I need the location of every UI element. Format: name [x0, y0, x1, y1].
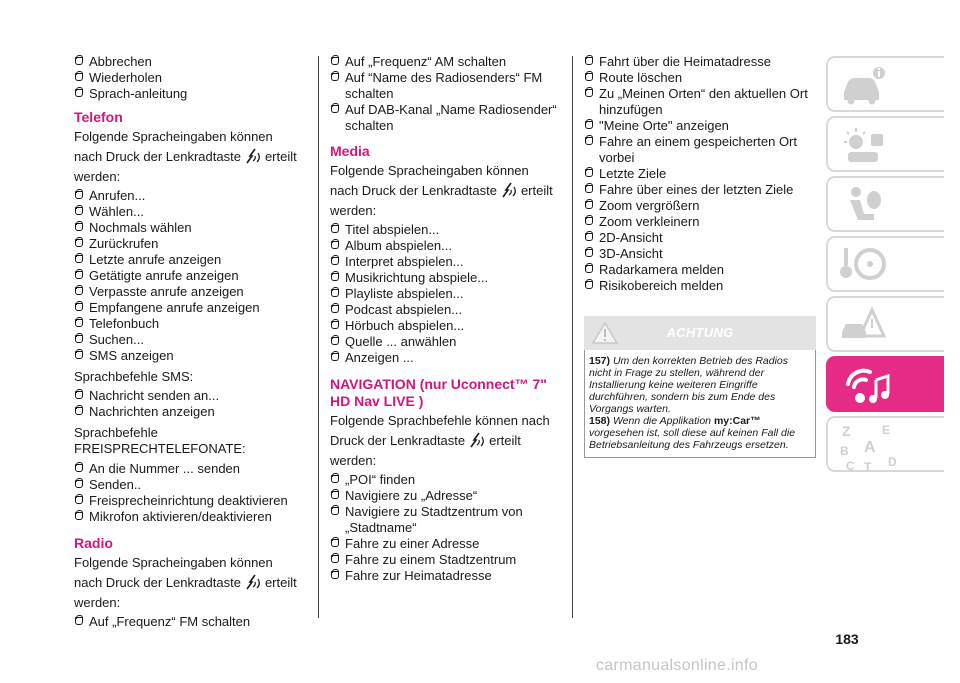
index-icon — [838, 422, 918, 472]
section-heading-telefon: Telefon — [74, 109, 123, 125]
list-item: Navigiere zu „Adresse“ — [330, 488, 562, 504]
warning-title: ACHTUNG — [666, 325, 734, 340]
note-text: Wenn die Applikation — [612, 415, 712, 427]
list-item: Getätigte anrufe anzeigen — [74, 268, 306, 284]
svg-text:C: C — [846, 459, 855, 472]
list-item: Wählen... — [74, 204, 306, 220]
list-item: Fahre zu einer Adresse — [330, 536, 562, 552]
steering-voice-button-icon — [500, 181, 518, 199]
watermark: carmanualsonline.info — [596, 657, 758, 674]
column-divider — [572, 56, 573, 618]
list-item: Quelle ... anwählen — [330, 334, 562, 350]
intro-line: werden: — [74, 169, 121, 184]
intro-line: erteilt — [264, 149, 297, 164]
list-item: Navigiere zu Stadtzentrum von „Stadtname“ — [330, 504, 562, 536]
list-item: Freisprecheinrichtung deaktivieren — [74, 493, 306, 509]
intro-line: erteilt — [520, 183, 553, 198]
section-heading-media: Media — [330, 143, 370, 159]
list-item: Nachricht senden an... — [74, 388, 306, 404]
intro-line: werden: — [330, 203, 377, 218]
intro-line: nach Druck der Lenkradtaste — [74, 575, 241, 590]
intro-line: Folgende Spracheingaben können — [74, 555, 273, 570]
list-item: Letzte anrufe anzeigen — [74, 252, 306, 268]
list-item: Anrufen... — [74, 188, 306, 204]
list-item: Auf “Name des Radiosenders“ FM schalten — [330, 70, 562, 102]
seat-airbag-icon — [838, 182, 888, 228]
tab-car-info[interactable] — [826, 56, 944, 112]
list-item: Zu „Meinen Orten“ den aktuellen Ort hinzufügen — [584, 86, 816, 118]
steering-voice-button-icon — [468, 431, 486, 449]
list-item: Titel abspielen... — [330, 222, 562, 238]
column-2 — [330, 54, 562, 584]
list-item: Sprach-anleitung — [74, 86, 306, 102]
svg-text:B: B — [840, 444, 849, 458]
list-item: Zoom verkleinern — [584, 214, 816, 230]
list-item: Senden.. — [74, 477, 306, 493]
freisprech-label — [74, 425, 306, 457]
list-item: Album abspielen... — [330, 238, 562, 254]
list-item: Risikobereich melden — [584, 278, 816, 294]
intro-line: nach Druck der Lenkradtaste — [74, 149, 241, 164]
list-item: 3D-Ansicht — [584, 246, 816, 262]
list-item: Fahre an einem gespeicherten Ort vorbei — [584, 134, 816, 166]
breakdown-warning-icon — [838, 302, 888, 348]
key-steering-icon — [838, 242, 888, 288]
tab-dashboard-lights[interactable] — [826, 116, 944, 172]
list-item: Fahre über eines der letzten Ziele — [584, 182, 816, 198]
list-item: „POI“ finden — [330, 472, 562, 488]
intro-line: Druck der Lenkradtaste — [330, 433, 466, 448]
steering-voice-button-icon — [244, 573, 262, 591]
note-text: vorgesehen ist, soll diese auf keinen Fall die Betriebsanleitung des Fahrzeugs ersetzen. — [589, 427, 796, 451]
intro-line: nach Druck der Lenkradtaste — [330, 183, 497, 198]
column-divider — [318, 56, 319, 618]
note-text: Um den korrekten Betrieb des Radios nicht in Frage zu stellen, während der Installierung keine weiteren Eingriffe durchführen, sondern bis zum Ende des Vorgangs warten. — [589, 355, 789, 415]
list-item: Radarkamera melden — [584, 262, 816, 278]
intro-line: werden: — [330, 453, 377, 468]
intro-line: erteilt — [489, 433, 521, 448]
heading-line: NAVIGATION (nur Uconnect™ 7" — [330, 376, 547, 392]
list-item: Playliste abspielen... — [330, 286, 562, 302]
list-item: Zoom vergrößern — [584, 198, 816, 214]
intro-line: Folgende Spracheingaben können — [74, 129, 273, 144]
list-item: Zurückrufen — [74, 236, 306, 252]
intro-line: erteilt — [264, 575, 297, 590]
list-item: Route löschen — [584, 70, 816, 86]
section-heading-navigation — [330, 376, 562, 410]
column-1 — [74, 54, 306, 630]
svg-text:E: E — [882, 423, 891, 437]
list-item: SMS anzeigen — [74, 348, 306, 364]
tab-key-steering[interactable] — [826, 236, 944, 292]
heading-line: HD Nav LIVE ) — [330, 393, 424, 409]
list-item: An die Nummer ... senden — [74, 461, 306, 477]
note-number: 157) — [589, 355, 611, 367]
list-item: Suchen... — [74, 332, 306, 348]
list-item: Telefonbuch — [74, 316, 306, 332]
section-heading-radio: Radio — [74, 535, 113, 551]
list-item: Verpasste anrufe anzeigen — [74, 284, 306, 300]
list-item: Nachrichten anzeigen — [74, 404, 306, 420]
warning-text — [584, 350, 816, 458]
list-item: Fahre zur Heimatadresse — [330, 568, 562, 584]
list-item: Fahre zu einem Stadtzentrum — [330, 552, 562, 568]
column-3 — [584, 54, 816, 458]
steering-voice-button-icon — [244, 147, 262, 165]
warning-box — [584, 316, 816, 458]
intro-line: Folgende Sprachbefehle können nach — [330, 413, 550, 428]
list-item: Auf „Frequenz“ FM schalten — [74, 614, 306, 630]
intro-text — [330, 161, 562, 221]
sms-label: Sprachbefehle SMS: — [74, 369, 194, 384]
list-item: Auf DAB-Kanal „Name Radiosender“ schalten — [330, 102, 562, 134]
list-item: "Meine Orte" anzeigen — [584, 118, 816, 134]
list-item: Fahrt über die Heimatadresse — [584, 54, 816, 70]
intro-text — [74, 553, 306, 613]
warning-header — [584, 316, 816, 350]
tab-index[interactable] — [826, 416, 944, 472]
list-item: Letzte Ziele — [584, 166, 816, 182]
label-line: FREISPRECHTELEFONATE: — [74, 441, 246, 456]
note-number: 158) — [589, 415, 611, 427]
intro-text — [330, 411, 562, 471]
list-item: Podcast abspielen... — [330, 302, 562, 318]
list-item: Interpret abspielen... — [330, 254, 562, 270]
tab-seat-airbag[interactable] — [826, 176, 944, 232]
list-item: Anzeigen ... — [330, 350, 562, 366]
label-line: Sprachbefehle — [74, 425, 158, 440]
list-item: 2D-Ansicht — [584, 230, 816, 246]
list-item: Nochmals wählen — [74, 220, 306, 236]
tab-multimedia[interactable] — [826, 356, 944, 412]
multimedia-icon — [838, 362, 898, 412]
list-item: Wiederholen — [74, 70, 306, 86]
chapter-tabs — [826, 56, 944, 476]
page-number: 183 — [835, 631, 859, 647]
intro-line: Folgende Spracheingaben können — [330, 163, 529, 178]
svg-text:A: A — [864, 439, 876, 456]
list-item: Musikrichtung abspiele... — [330, 270, 562, 286]
svg-text:Z: Z — [842, 423, 851, 439]
list-item: Auf „Frequenz“ AM schalten — [330, 54, 562, 70]
svg-text:T: T — [864, 460, 872, 472]
intro-text — [74, 127, 306, 187]
list-item: Empfangene anrufe anzeigen — [74, 300, 306, 316]
intro-line: werden: — [74, 595, 121, 610]
car-info-icon — [838, 62, 888, 108]
tab-breakdown-warning[interactable] — [826, 296, 944, 352]
svg-text:D: D — [888, 455, 897, 469]
app-name: my:Car™ — [713, 415, 761, 427]
list-item: Hörbuch abspielen... — [330, 318, 562, 334]
list-item: Mikrofon aktivieren/deaktivieren — [74, 509, 306, 525]
list-item: Abbrechen — [74, 54, 306, 70]
dashboard-lights-icon — [838, 122, 888, 168]
